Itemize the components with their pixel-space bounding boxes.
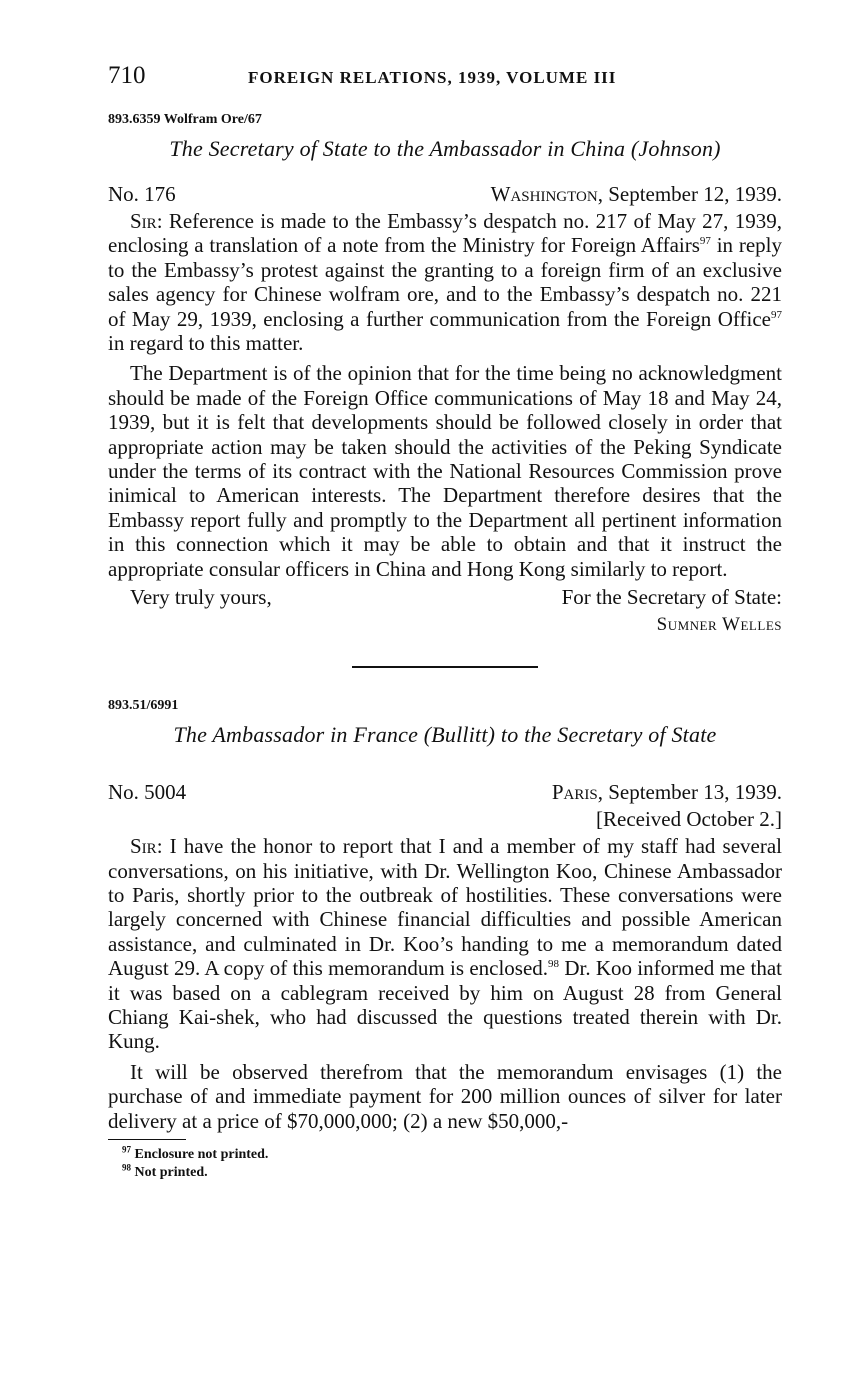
place: Paris (551, 780, 598, 805)
document-page (108, 62, 782, 1182)
footnotes (108, 1146, 782, 1182)
paragraph-text: in regard to this matter. (108, 331, 304, 356)
footnote (122, 1146, 782, 1164)
footnote-ref: 97 (771, 308, 782, 321)
date: , September 13, 1939. (597, 780, 782, 805)
document-section-1 (108, 112, 782, 636)
closing (108, 585, 782, 610)
document-title: The Ambassador in France (Bullitt) to the Secretary of State (173, 722, 717, 748)
salutation: Sir (130, 209, 157, 233)
page-header (108, 62, 782, 98)
file-reference: 893.51/6991 (108, 698, 179, 714)
page-number: 710 (108, 62, 146, 89)
dateline (108, 768, 782, 805)
paragraph-text: : I have the honor to report that I and a member of my staff had several conversations, on his initiative, with Dr. Wellington Koo, Chinese Ambassador to Paris, shortly prior to the outbreak of hostilities. These conversations were largely concerned with Chinese financial difficulties and possible American assistance, and culminated in Dr. Koo’s handing to me a memorandum dated August 29. A copy of this memorandum is enclosed. (108, 834, 782, 981)
section-divider (352, 666, 538, 668)
salutation: Sir (130, 834, 157, 859)
place-date (491, 182, 782, 207)
paragraph (108, 834, 782, 1054)
footnote (122, 1164, 782, 1182)
paragraph (108, 209, 782, 355)
footnote-rule (108, 1139, 186, 1140)
footnote-text: Enclosure not printed. (134, 1146, 269, 1162)
running-title: FOREIGN RELATIONS, 1939, VOLUME III (248, 68, 617, 87)
place: Washington (490, 182, 598, 206)
document-title: The Secretary of State to the Ambassador in China (Johnson) (169, 136, 721, 161)
footnote-text: Not printed. (134, 1164, 208, 1180)
place-date (552, 780, 782, 805)
signature: Sumner Welles (656, 614, 782, 636)
document-section-2 (108, 698, 782, 1133)
paragraph-text: : Reference is made to the Embassy’s despatch no. 217 of May 27, 1939, enclosing a translation of a note from the Ministry for Foreign Affairs (108, 209, 782, 258)
closing-right: For the Secretary of State: (561, 585, 782, 610)
paragraph-text: Dr. Koo informed me that it was based on a cablegram received by him on August 28 from General Chiang Kai-shek, who had discussed the questions treated therein with Dr. Kung. (108, 956, 782, 1054)
dateline (108, 182, 782, 207)
footnote-mark: 98 (122, 1162, 131, 1173)
date: , September 12, 1939. (597, 182, 782, 206)
closing-left: Very truly yours, (130, 585, 272, 610)
paragraph: The Department is of the opinion that for the time being no acknowledgment should be made of the Foreign Office communications of May 18 and May 24, 1939, but it is felt that developments should be followed closely in order that appropriate action may be taken should the activities of the Peking Syndicate under the terms of its contract with the National Resources Commission prove inimical to American interests. The Department therefore desires that the Embassy report fully and promptly to the Department all pertinent information in this connection which it may be able to obtain and that it instruct the appropriate consular officers in China and Hong Kong similarly to report. (108, 361, 782, 581)
footnote-ref: 98 (548, 958, 560, 971)
paragraph: It will be observed therefrom that the memorandum envisages (1) the purchase of and immediate payment for 200 million ounces of silver for later delivery at a price of $70,000,000; (2) a new $50,000,- (108, 1059, 782, 1133)
footnote-ref: 97 (699, 235, 711, 248)
despatch-number: No. 176 (108, 182, 176, 206)
footnote-mark: 97 (122, 1144, 131, 1155)
paragraph-text: in reply to the Embassy’s protest against the granting to a foreign firm of an exclusive sales agency for Chinese wolfram ore, and to the Embassy’s despatch no. 221 of May 29, 1939, enclosing a further communication from the Foreign Office (108, 233, 783, 331)
despatch-number: No. 5004 (108, 780, 187, 805)
file-reference: 893.6359 Wolfram Ore/67 (108, 112, 262, 127)
received-date: [Received October 2.] (596, 807, 782, 832)
